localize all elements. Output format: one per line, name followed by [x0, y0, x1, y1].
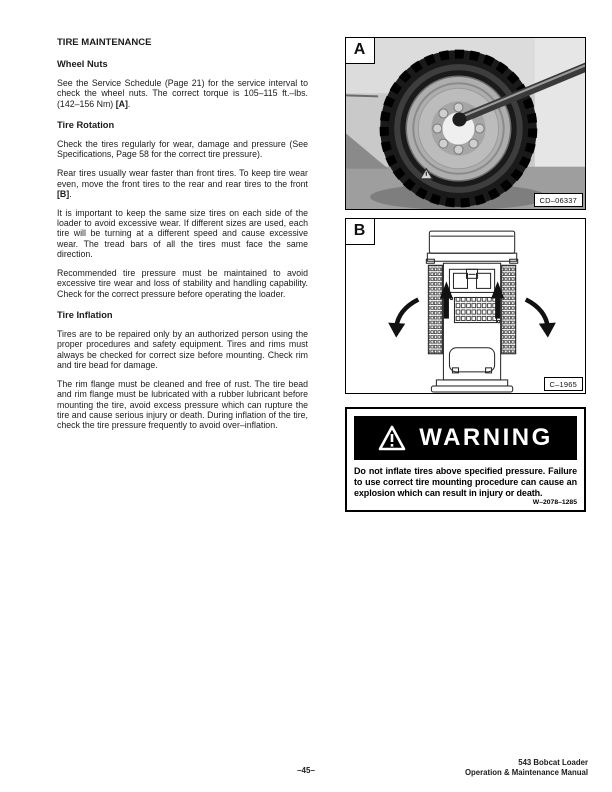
paragraph-rotation-1: Check the tires regularly for wear, damage and pressure (See Specifications, Page 58 for the correct tire pressure). [57, 139, 308, 160]
warning-code: W–2078–1285 [532, 499, 577, 507]
figure-column [345, 37, 586, 512]
heading-tire-inflation: Tire Inflation [57, 309, 113, 320]
page-title: TIRE MAINTENANCE [57, 37, 152, 48]
warning-header [354, 416, 577, 460]
paragraph-rotation-4: Recommended tire pressure must be maintained to avoid excessive tire wear and loss of stability and handling capability. Check for the correct pressure before operating the loader. [57, 267, 308, 299]
text-column [57, 37, 308, 439]
warning-text: Do not inflate tires above specified pressure. Failure to use correct tire mounting procedure can cause an explosion which can result in injury or death. [354, 466, 577, 498]
paragraph-inflation-1: Tires are to be repaired only by an authorized person using the proper procedures and safety equipment. Tires and rims must always be checked for correct size before mounting. Check rim and tire bead for damage. [57, 329, 308, 371]
document-title-line1: 543 Bobcat Loader [518, 758, 588, 767]
figure-b-label: B [345, 218, 375, 245]
figure-b-caption: C–1965 [544, 377, 583, 391]
figure-a-caption: CD–06337 [534, 193, 583, 207]
figure-a [345, 37, 586, 210]
paragraph-rotation-2 [57, 168, 308, 199]
document-title-line2: Operation & Maintenance Manual [464, 767, 588, 777]
wheel-nut-photo [346, 38, 585, 209]
tire-rotation-diagram [346, 219, 585, 393]
paragraph-inflation-2: The rim flange must be cleaned and free of rust. The tire bead and rim flange must be lubricated with a rubber lubricant before mounting the tire, avoid excess pressure which can rupture the tire and cause serious injury or death. During inflation of the tire, check the tire pressure frequently to avoid over–inflation. [57, 378, 308, 431]
paragraph-text: . [69, 188, 72, 199]
warning-triangle-icon [378, 425, 406, 451]
warning-box [345, 407, 586, 512]
paragraph-wheel-nuts [57, 78, 308, 109]
figure-b [345, 218, 586, 394]
figure-a-label: A [345, 37, 375, 64]
document-title [465, 758, 588, 777]
heading-wheel-nuts: Wheel Nuts [57, 58, 108, 69]
warning-title: WARNING [419, 424, 553, 451]
paragraph-rotation-3: It is important to keep the same size tires on each side of the loader to avoid excessive wear. If different sizes are used, each tire will be turning at a different speed and cause excessive wear. The tread bars of all the tires must face the same direction. [57, 207, 308, 260]
page-number: –45– [297, 766, 315, 775]
figure-ref-b: [B] [57, 188, 70, 199]
paragraph-text: . [127, 98, 131, 109]
figure-ref-a: [A] [115, 98, 128, 109]
paragraph-text: See the Service Schedule (Page 21) for the service interval to check the wheel nuts. The correct torque is 105–115 ft.–lbs. (142–156 Nm) [57, 78, 308, 109]
paragraph-text: Rear tires usually wear faster than front tires. To keep tire wear even, move the front tires to the rear and rear tires to the front [57, 168, 308, 189]
heading-tire-rotation: Tire Rotation [57, 119, 115, 130]
